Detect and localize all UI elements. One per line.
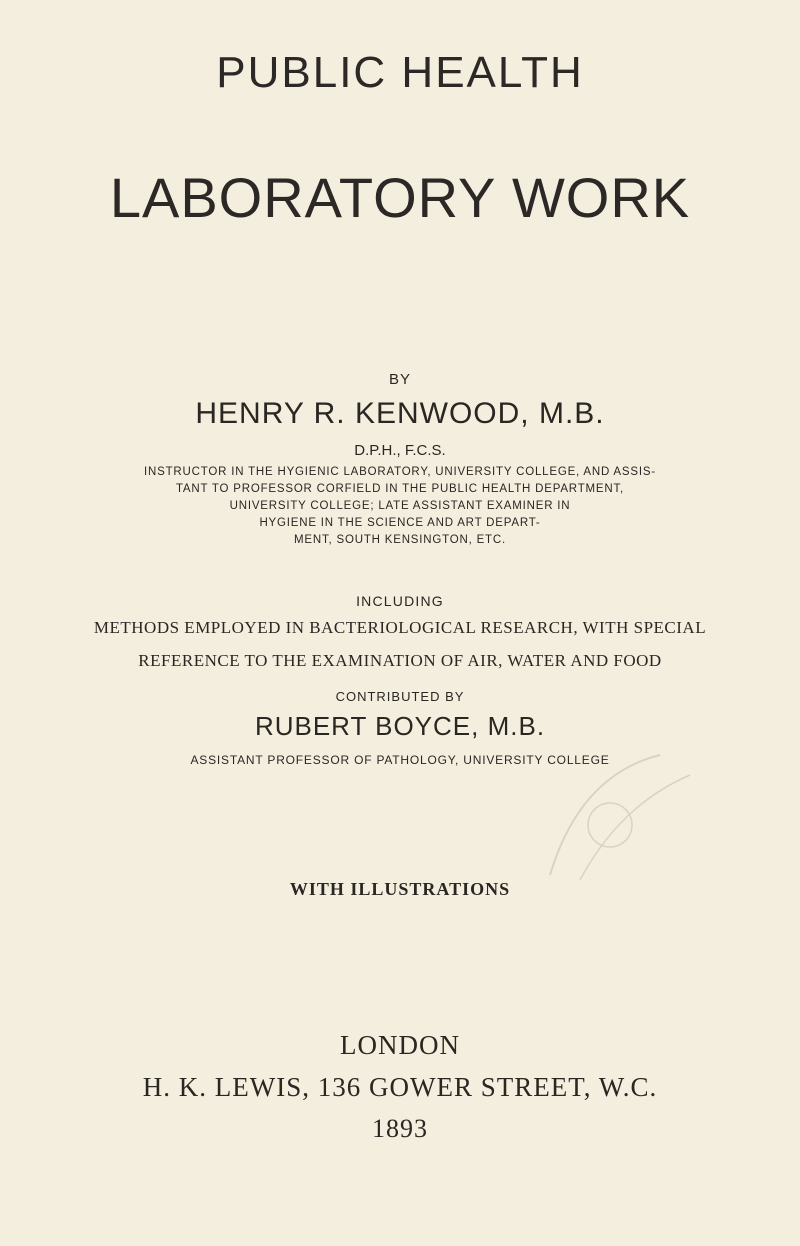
by-label: BY xyxy=(388,371,411,388)
author-credentials-line: UNIVERSITY COLLEGE; LATE ASSISTANT EXAMINER IN xyxy=(229,500,571,512)
author-name: HENRY R. KENWOOD, M.B. xyxy=(195,397,605,430)
title-line-2: LABORATORY WORK xyxy=(109,166,691,229)
author-credentials-line: INSTRUCTOR IN THE HYGIENIC LABORATORY, UNIVERSITY COLLEGE, AND ASSIS- xyxy=(144,466,656,478)
methods-line-1: METHODS EMPLOYED IN BACTERIOLOGICAL RESEARCH, WITH SPECIAL xyxy=(93,618,707,637)
contributed-by-label: CONTRIBUTED BY xyxy=(335,689,465,704)
author-degrees: D.P.H., F.C.S. xyxy=(354,442,446,459)
author-credentials-line: MENT, SOUTH KENSINGTON, ETC. xyxy=(294,534,506,546)
methods-line-2: REFERENCE TO THE EXAMINATION OF AIR, WATER AND FOOD xyxy=(138,651,662,670)
imprint-publisher: H. K. LEWIS, 136 GOWER STREET, W.C. xyxy=(142,1072,658,1102)
illustrations-note: WITH ILLUSTRATIONS xyxy=(289,879,511,899)
library-stamp-mark xyxy=(540,735,790,885)
author-credentials-line: HYGIENE IN THE SCIENCE AND ART DEPART- xyxy=(259,517,541,529)
title-line-1: PUBLIC HEALTH xyxy=(216,48,584,97)
imprint-city: LONDON xyxy=(340,1030,460,1060)
contributor-title: ASSISTANT PROFESSOR OF PATHOLOGY, UNIVERSITY COLLEGE xyxy=(190,753,610,767)
contributor-name: RUBERT BOYCE, M.B. xyxy=(254,711,546,741)
imprint-year: 1893 xyxy=(372,1114,428,1143)
including-label: INCLUDING xyxy=(356,593,444,609)
author-credentials-line: TANT TO PROFESSOR CORFIELD IN THE PUBLIC HEALTH DEPARTMENT, xyxy=(175,483,625,495)
